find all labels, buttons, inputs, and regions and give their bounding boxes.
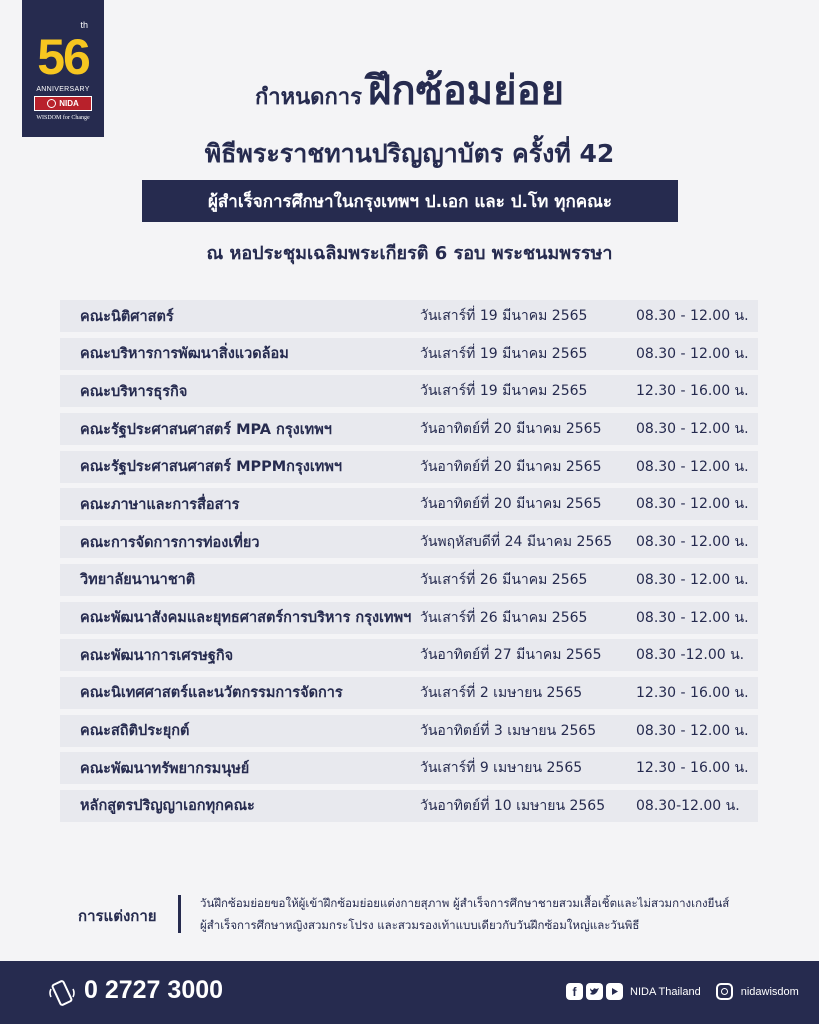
footer-bar — [0, 961, 819, 1024]
rehearsal-time: 12.30 - 16.00 น. — [636, 383, 749, 400]
schedule-row — [60, 488, 758, 520]
youtube-icon[interactable] — [606, 983, 623, 1000]
rehearsal-time: 08.30 - 12.00 น. — [636, 609, 749, 626]
twitter-icon[interactable] — [586, 983, 603, 1000]
rehearsal-date: วันอาทิตย์ที่ 10 เมษายน 2565 — [420, 797, 606, 814]
rehearsal-time: 08.30 - 12.00 น. — [636, 722, 749, 739]
schedule-row — [60, 300, 758, 332]
schedule-row — [60, 602, 758, 634]
rehearsal-time: 08.30 - 12.00 น. — [636, 571, 749, 588]
title-big: ฝึกซ้อมย่อย — [367, 68, 565, 114]
facebook-icon[interactable]: f — [566, 983, 583, 1000]
rehearsal-date: วันอาทิตย์ที่ 27 มีนาคม 2565 — [420, 647, 602, 664]
rehearsal-date: วันอาทิตย์ที่ 20 มีนาคม 2565 — [420, 458, 602, 475]
dress-code-text — [200, 892, 780, 936]
rehearsal-date: วันเสาร์ที่ 26 มีนาคม 2565 — [420, 571, 588, 588]
rehearsal-time: 08.30 - 12.00 น. — [636, 308, 749, 324]
rehearsal-date: วันเสาร์ที่ 19 มีนาคม 2565 — [420, 383, 588, 400]
rehearsal-time: 08.30-12.00 น. — [636, 797, 740, 814]
badge-number: 56 — [37, 29, 89, 85]
faculty-name: คณะพัฒนาทรัพยากรมนุษย์ — [80, 760, 250, 777]
faculty-name: วิทยาลัยนานาชาติ — [80, 572, 196, 589]
page-subtitle: พิธีพระราชทานปริญญาบัตร ครั้งที่ 42 — [204, 139, 615, 168]
rehearsal-date: วันเสาร์ที่ 19 มีนาคม 2565 — [420, 308, 588, 324]
social-links — [566, 983, 799, 1000]
instagram-handle[interactable]: nidawisdom — [740, 985, 799, 998]
faculty-name: คณะสถิติประยุกต์ — [80, 723, 190, 740]
rehearsal-date: วันเสาร์ที่ 9 เมษายน 2565 — [420, 760, 583, 777]
dress-code-divider — [178, 895, 181, 933]
schedule-row — [60, 715, 758, 747]
dress-code-note — [78, 892, 778, 936]
rehearsal-date: วันอาทิตย์ที่ 3 เมษายน 2565 — [420, 722, 597, 739]
rehearsal-time: 08.30 - 12.00 น. — [636, 534, 749, 551]
page-title — [0, 58, 819, 122]
nida-logo-text: NIDA — [59, 99, 79, 108]
rehearsal-date: วันเสาร์ที่ 2 เมษายน 2565 — [420, 684, 583, 701]
badge-anniversary: ANNIVERSARY — [36, 86, 90, 93]
rehearsal-date: วันเสาร์ที่ 19 มีนาคม 2565 — [420, 345, 588, 362]
schedule-row — [60, 790, 758, 822]
phone-number[interactable]: 0 2727 3000 — [84, 976, 224, 1004]
schedule-table — [60, 300, 758, 828]
audience-banner: ผู้สำเร็จการศึกษาในกรุงเทพฯ ป.เอก และ ป.โท ทุกคณะ — [142, 180, 678, 222]
faculty-name: คณะนิเทศศาสตร์และนวัตกรรมการจัดการ — [80, 685, 343, 702]
faculty-name: คณะบริหารการพัฒนาสิ่งแวดล้อม — [80, 346, 289, 363]
rehearsal-date: วันอาทิตย์ที่ 20 มีนาคม 2565 — [420, 421, 602, 438]
social-name[interactable]: NIDA Thailand — [630, 985, 701, 998]
faculty-name: คณะพัฒนาสังคมและยุทธศาสตร์การบริหาร กรุงเทพฯ — [80, 610, 412, 626]
rehearsal-date: วันเสาร์ที่ 26 มีนาคม 2565 — [420, 609, 588, 626]
schedule-row — [60, 677, 758, 709]
rehearsal-date: วันอาทิตย์ที่ 20 มีนาคม 2565 — [420, 496, 602, 513]
schedule-row — [60, 752, 758, 784]
venue-text: ณ หอประชุมเฉลิมพระเกียรติ 6 รอบ พระชนมพรรษา — [206, 243, 613, 264]
rehearsal-time: 08.30 -12.00 น. — [636, 647, 745, 664]
faculty-name: คณะพัฒนาการเศรษฐกิจ — [80, 647, 234, 664]
schedule-row — [60, 564, 758, 596]
rehearsal-time: 08.30 - 12.00 น. — [636, 458, 749, 475]
rehearsal-time: 12.30 - 16.00 น. — [636, 684, 749, 701]
instagram-icon[interactable] — [716, 983, 733, 1000]
schedule-row — [60, 375, 758, 407]
faculty-name: คณะบริหารธุรกิจ — [80, 383, 188, 400]
schedule-row — [60, 451, 758, 483]
title-small: กำหนดการ — [254, 85, 362, 110]
schedule-row — [60, 413, 758, 445]
phone-icon — [48, 979, 76, 1007]
faculty-name: คณะภาษาและการสื่อสาร — [80, 496, 240, 513]
faculty-name: หลักสูตรปริญญาเอกทุกคณะ — [80, 798, 255, 815]
dress-code-line-2: ผู้สำเร็จการศึกษาหญิงสวมกระโปรง และสวมรองเท้าแบบเดียวกับวันฝึกซ้อมใหญ่และวันพิธี — [200, 918, 640, 932]
faculty-name: คณะการจัดการการท่องเที่ยว — [80, 534, 260, 551]
schedule-row — [60, 639, 758, 671]
rehearsal-date: วันพฤหัสบดีที่ 24 มีนาคม 2565 — [420, 534, 613, 551]
faculty-name: คณะรัฐประศาสนศาสตร์ MPA กรุงเทพฯ — [80, 421, 332, 438]
badge-tagline: WISDOM for Change — [36, 115, 90, 121]
badge-superscript: th — [80, 20, 88, 30]
faculty-name: คณะนิติศาสตร์ — [80, 308, 174, 325]
schedule-row — [60, 526, 758, 558]
rehearsal-time: 12.30 - 16.00 น. — [636, 760, 749, 777]
rehearsal-time: 08.30 - 12.00 น. — [636, 421, 749, 438]
rehearsal-time: 08.30 - 12.00 น. — [636, 345, 749, 362]
schedule-row — [60, 338, 758, 370]
rehearsal-time: 08.30 - 12.00 น. — [636, 496, 749, 513]
faculty-name: คณะรัฐประศาสนศาสตร์ MPPMกรุงเทพฯ — [80, 459, 343, 476]
dress-code-line-1: วันฝึกซ้อมย่อยขอให้ผู้เข้าฝึกซ้อมย่อยแต่งกายสุภาพ ผู้สำเร็จการศึกษาชายสวมเสื้อเชิ้ตและไม่สวมกางเกงยีนส์ — [200, 896, 730, 910]
dress-code-label: การแต่งกาย — [78, 907, 157, 925]
